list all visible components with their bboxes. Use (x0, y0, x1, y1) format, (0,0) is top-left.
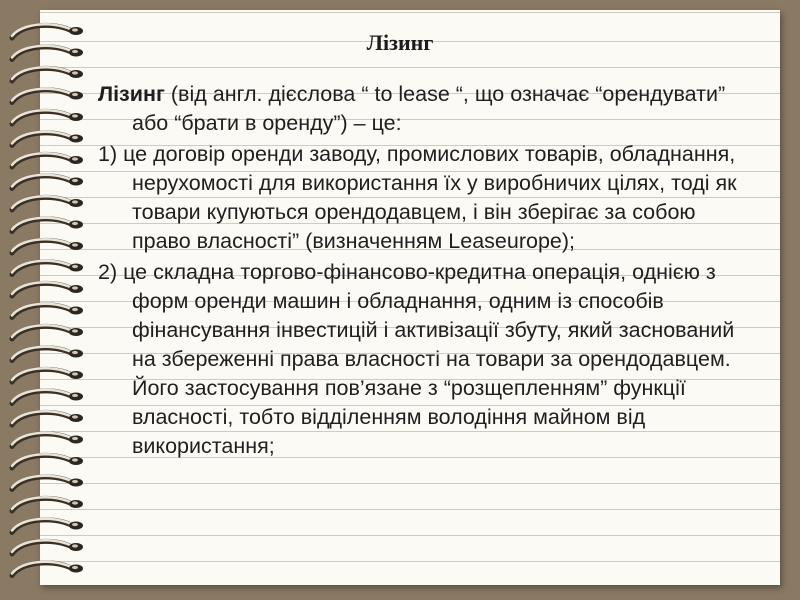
list-item: 2) це складна торгово-фінансово-кредитна операція, однією з форм оренди машин і обладнання, одним із способів фінансування інвестицій і активізації збуту, який заснований на збереженні права власності на товари за орендодавцем. Його застосування пов’язане з “розщепленням” функції власності, тобто відділенням володіння майном від використання; (98, 260, 735, 458)
spiral-binding-icon (8, 18, 88, 588)
binding-ring (12, 476, 83, 490)
binding-ring (12, 218, 83, 232)
binding-ring (12, 347, 83, 361)
binding-ring (12, 239, 83, 253)
binding-ring (12, 562, 83, 576)
binding-ring (12, 282, 83, 296)
binding-ring (12, 89, 83, 103)
defined-term: Лізинг (98, 82, 165, 106)
list-item: 1) це договір оренди заводу, промислових товарів, обладнання, нерухомості для використання їх у виробничих цілях, тоді як товари купуються орендодавцем, і він зберігає за собою право власності” (визначенням Leaseurope); (98, 142, 737, 253)
binding-ring (12, 325, 83, 339)
page-title: Лізинг (366, 30, 434, 55)
binding-ring (12, 368, 83, 382)
binding-ring (12, 411, 83, 425)
definition-text: (від англ. дієслова “ to lease “, що означає “орендувати” або “брати в оренду”) – це: (132, 82, 726, 135)
binding-ring (12, 153, 83, 167)
slide-body (98, 80, 758, 461)
binding-ring (12, 110, 83, 124)
binding-ring (12, 132, 83, 146)
binding-ring (12, 261, 83, 275)
binding-ring (12, 497, 83, 511)
binding-ring (12, 67, 83, 81)
binding-ring (12, 519, 83, 533)
binding-ring (12, 196, 83, 210)
binding-ring (12, 454, 83, 468)
definition-paragraph (98, 80, 758, 138)
binding-ring (12, 304, 83, 318)
binding-ring (12, 390, 83, 404)
binding-ring (12, 175, 83, 189)
binding-ring (12, 540, 83, 554)
binding-ring (12, 433, 83, 447)
